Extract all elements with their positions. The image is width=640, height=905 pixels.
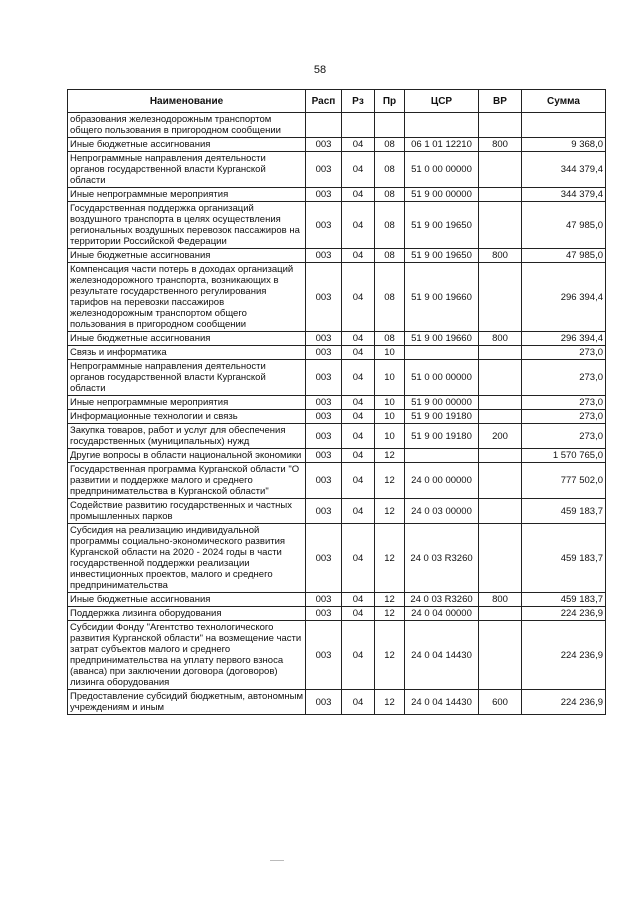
cell-rz: 04 bbox=[342, 202, 375, 249]
cell-vr: 600 bbox=[479, 690, 522, 715]
cell-sum: 273,0 bbox=[522, 346, 606, 360]
cell-pr: 10 bbox=[375, 346, 405, 360]
cell-rasp: 003 bbox=[306, 202, 342, 249]
cell-pr: 08 bbox=[375, 202, 405, 249]
cell-rz: 04 bbox=[342, 593, 375, 607]
cell-vr bbox=[479, 449, 522, 463]
cell-sum: 273,0 bbox=[522, 396, 606, 410]
cell-rasp: 003 bbox=[306, 396, 342, 410]
header-rz: Рз bbox=[342, 90, 375, 113]
cell-csr: 51 9 00 19660 bbox=[405, 332, 479, 346]
cell-name: Субсидии Фонду "Агентство технологического развития Курганской области" на возмещение части затрат субъектов малого и среднего предпринимательства на уплату первого взноса (аванса) при заключении договора (договоров) лизинга оборудования bbox=[68, 621, 306, 690]
cell-csr: 24 0 04 00000 bbox=[405, 607, 479, 621]
cell-rasp: 003 bbox=[306, 449, 342, 463]
cell-pr: 12 bbox=[375, 621, 405, 690]
cell-pr: 12 bbox=[375, 524, 405, 593]
cell-name: Иные бюджетные ассигнования bbox=[68, 249, 306, 263]
table-header-row bbox=[68, 90, 606, 113]
cell-sum: 459 183,7 bbox=[522, 593, 606, 607]
header-sum: Сумма bbox=[522, 90, 606, 113]
table-row bbox=[68, 524, 606, 593]
cell-pr: 08 bbox=[375, 249, 405, 263]
cell-rz: 04 bbox=[342, 621, 375, 690]
cell-csr: 51 9 00 19650 bbox=[405, 202, 479, 249]
cell-name: Закупка товаров, работ и услуг для обеспечения государственных (муниципальных) нужд bbox=[68, 424, 306, 449]
table-body bbox=[68, 113, 606, 715]
cell-rasp: 003 bbox=[306, 621, 342, 690]
cell-name: Иные бюджетные ассигнования bbox=[68, 593, 306, 607]
cell-csr: 24 0 03 R3260 bbox=[405, 593, 479, 607]
cell-csr: 06 1 01 12210 bbox=[405, 138, 479, 152]
cell-rz: 04 bbox=[342, 332, 375, 346]
cell-name: Иные бюджетные ассигнования bbox=[68, 332, 306, 346]
cell-rz: 04 bbox=[342, 152, 375, 188]
cell-rasp: 003 bbox=[306, 152, 342, 188]
cell-rasp: 003 bbox=[306, 607, 342, 621]
budget-table bbox=[67, 89, 606, 715]
cell-name: Иные непрограммные мероприятия bbox=[68, 188, 306, 202]
cell-rasp: 003 bbox=[306, 593, 342, 607]
cell-rz: 04 bbox=[342, 449, 375, 463]
cell-name: Иные бюджетные ассигнования bbox=[68, 138, 306, 152]
table-row bbox=[68, 360, 606, 396]
cell-pr: 08 bbox=[375, 332, 405, 346]
table-row bbox=[68, 593, 606, 607]
cell-rz: 04 bbox=[342, 360, 375, 396]
cell-sum: 224 236,9 bbox=[522, 621, 606, 690]
cell-rasp: 003 bbox=[306, 188, 342, 202]
cell-sum: 47 985,0 bbox=[522, 249, 606, 263]
cell-pr: 08 bbox=[375, 263, 405, 332]
cell-pr: 10 bbox=[375, 410, 405, 424]
cell-sum: 47 985,0 bbox=[522, 202, 606, 249]
table-row bbox=[68, 621, 606, 690]
cell-sum: 459 183,7 bbox=[522, 524, 606, 593]
table-row bbox=[68, 346, 606, 360]
cell-rasp: 003 bbox=[306, 138, 342, 152]
cell-sum: 224 236,9 bbox=[522, 690, 606, 715]
cell-pr: 12 bbox=[375, 690, 405, 715]
cell-rasp: 003 bbox=[306, 249, 342, 263]
cell-pr: 12 bbox=[375, 499, 405, 524]
cell-vr bbox=[479, 346, 522, 360]
cell-csr: 51 9 00 00000 bbox=[405, 396, 479, 410]
header-vr: ВР bbox=[479, 90, 522, 113]
cell-rz: 04 bbox=[342, 690, 375, 715]
cell-rz: 04 bbox=[342, 499, 375, 524]
cell-pr: 12 bbox=[375, 463, 405, 499]
header-pr: Пр bbox=[375, 90, 405, 113]
cell-vr bbox=[479, 499, 522, 524]
cell-name: Содействие развитию государственных и частных промышленных парков bbox=[68, 499, 306, 524]
cell-vr bbox=[479, 621, 522, 690]
cell-csr: 24 0 04 14430 bbox=[405, 621, 479, 690]
cell-pr: 10 bbox=[375, 396, 405, 410]
table-row bbox=[68, 188, 606, 202]
cell-vr bbox=[479, 360, 522, 396]
cell-rasp: 003 bbox=[306, 424, 342, 449]
header-rasp: Расп bbox=[306, 90, 342, 113]
cell-rz: 04 bbox=[342, 249, 375, 263]
table-row bbox=[68, 449, 606, 463]
cell-rasp: 003 bbox=[306, 346, 342, 360]
table-row bbox=[68, 113, 606, 138]
cell-name: Компенсация части потерь в доходах организаций железнодорожного транспорта, возникающих в результате государственного регулирования тарифов на перевозки пассажиров железнодорожным транспортом общего пользования в пригородном сообщении bbox=[68, 263, 306, 332]
cell-csr: 24 0 03 00000 bbox=[405, 499, 479, 524]
table-row bbox=[68, 202, 606, 249]
cell-vr bbox=[479, 396, 522, 410]
cell-name: образования железнодорожным транспортом общего пользования в пригородном сообщении bbox=[68, 113, 306, 138]
cell-name: Предоставление субсидий бюджетным, автономным учреждениям и иным bbox=[68, 690, 306, 715]
cell-sum: 273,0 bbox=[522, 360, 606, 396]
cell-pr: 12 bbox=[375, 593, 405, 607]
table-row bbox=[68, 690, 606, 715]
cell-sum: 777 502,0 bbox=[522, 463, 606, 499]
cell-name: Государственная поддержка организаций воздушного транспорта в целях осуществления региональных воздушных перевозок пассажиров на территории Российской Федерации bbox=[68, 202, 306, 249]
cell-pr: 10 bbox=[375, 424, 405, 449]
cell-vr bbox=[479, 263, 522, 332]
cell-pr: 12 bbox=[375, 607, 405, 621]
cell-rasp: 003 bbox=[306, 410, 342, 424]
cell-sum: 1 570 765,0 bbox=[522, 449, 606, 463]
cell-rasp: 003 bbox=[306, 360, 342, 396]
cell-rz bbox=[342, 113, 375, 138]
cell-sum: 224 236,9 bbox=[522, 607, 606, 621]
cell-vr: 800 bbox=[479, 249, 522, 263]
table-row bbox=[68, 138, 606, 152]
cell-rasp: 003 bbox=[306, 463, 342, 499]
cell-rz: 04 bbox=[342, 396, 375, 410]
cell-vr bbox=[479, 463, 522, 499]
table-row bbox=[68, 424, 606, 449]
table-row bbox=[68, 607, 606, 621]
cell-name: Информационные технологии и связь bbox=[68, 410, 306, 424]
cell-csr: 51 9 00 19180 bbox=[405, 424, 479, 449]
cell-rz: 04 bbox=[342, 410, 375, 424]
cell-pr: 10 bbox=[375, 360, 405, 396]
cell-rz: 04 bbox=[342, 524, 375, 593]
cell-pr bbox=[375, 113, 405, 138]
cell-vr bbox=[479, 524, 522, 593]
cell-rasp: 003 bbox=[306, 263, 342, 332]
cell-csr: 51 0 00 00000 bbox=[405, 152, 479, 188]
cell-rasp bbox=[306, 113, 342, 138]
cell-csr bbox=[405, 449, 479, 463]
table-row bbox=[68, 263, 606, 332]
cell-vr bbox=[479, 188, 522, 202]
cell-rasp: 003 bbox=[306, 499, 342, 524]
cell-rasp: 003 bbox=[306, 332, 342, 346]
cell-name: Субсидия на реализацию индивидуальной программы социально-экономического развития Курганской области на 2020 - 2024 годы в части государственной поддержки реализации инвестиционных проектов, малого и среднего предпринимательства bbox=[68, 524, 306, 593]
cell-rasp: 003 bbox=[306, 524, 342, 593]
header-name: Наименование bbox=[68, 90, 306, 113]
table-row bbox=[68, 396, 606, 410]
cell-pr: 08 bbox=[375, 188, 405, 202]
table-row bbox=[68, 249, 606, 263]
cell-csr: 51 9 00 00000 bbox=[405, 188, 479, 202]
table-row bbox=[68, 499, 606, 524]
table-row bbox=[68, 410, 606, 424]
cell-name: Связь и информатика bbox=[68, 346, 306, 360]
cell-csr: 24 0 04 14430 bbox=[405, 690, 479, 715]
cell-sum: 459 183,7 bbox=[522, 499, 606, 524]
cell-csr: 51 0 00 00000 bbox=[405, 360, 479, 396]
cell-sum: 344 379,4 bbox=[522, 152, 606, 188]
cell-pr: 08 bbox=[375, 138, 405, 152]
cell-vr: 800 bbox=[479, 332, 522, 346]
cell-rz: 04 bbox=[342, 346, 375, 360]
cell-vr bbox=[479, 113, 522, 138]
cell-rz: 04 bbox=[342, 424, 375, 449]
cell-rz: 04 bbox=[342, 607, 375, 621]
cell-name: Непрограммные направления деятельности органов государственной власти Курганской области bbox=[68, 360, 306, 396]
header-csr: ЦСР bbox=[405, 90, 479, 113]
cell-vr bbox=[479, 410, 522, 424]
cell-rz: 04 bbox=[342, 138, 375, 152]
cell-vr bbox=[479, 152, 522, 188]
page-number: 58 bbox=[313, 64, 327, 76]
cell-csr: 51 9 00 19180 bbox=[405, 410, 479, 424]
cell-vr: 800 bbox=[479, 138, 522, 152]
cell-name: Непрограммные направления деятельности органов государственной власти Курганской области bbox=[68, 152, 306, 188]
cell-name: Другие вопросы в области национальной экономики bbox=[68, 449, 306, 463]
cell-vr: 200 bbox=[479, 424, 522, 449]
cell-csr bbox=[405, 346, 479, 360]
cell-sum: 344 379,4 bbox=[522, 188, 606, 202]
cell-rz: 04 bbox=[342, 463, 375, 499]
cell-csr: 24 0 03 R3260 bbox=[405, 524, 479, 593]
cell-pr: 12 bbox=[375, 449, 405, 463]
cell-vr: 800 bbox=[479, 593, 522, 607]
table-row bbox=[68, 332, 606, 346]
cell-sum: 273,0 bbox=[522, 424, 606, 449]
cell-csr: 51 9 00 19660 bbox=[405, 263, 479, 332]
cell-rz: 04 bbox=[342, 263, 375, 332]
cell-vr bbox=[479, 202, 522, 249]
cell-name: Поддержка лизинга оборудования bbox=[68, 607, 306, 621]
table-row bbox=[68, 152, 606, 188]
cell-name: Иные непрограммные мероприятия bbox=[68, 396, 306, 410]
cell-sum: 9 368,0 bbox=[522, 138, 606, 152]
page-mark bbox=[270, 860, 284, 861]
cell-name: Государственная программа Курганской области "О развитии и поддержке малого и среднего предпринимательства в Курганской области" bbox=[68, 463, 306, 499]
cell-sum: 273,0 bbox=[522, 410, 606, 424]
cell-vr bbox=[479, 607, 522, 621]
cell-csr bbox=[405, 113, 479, 138]
cell-sum: 296 394,4 bbox=[522, 332, 606, 346]
cell-csr: 24 0 00 00000 bbox=[405, 463, 479, 499]
cell-sum: 296 394,4 bbox=[522, 263, 606, 332]
cell-csr: 51 9 00 19650 bbox=[405, 249, 479, 263]
cell-pr: 08 bbox=[375, 152, 405, 188]
cell-rasp: 003 bbox=[306, 690, 342, 715]
table-row bbox=[68, 463, 606, 499]
cell-rz: 04 bbox=[342, 188, 375, 202]
cell-sum bbox=[522, 113, 606, 138]
